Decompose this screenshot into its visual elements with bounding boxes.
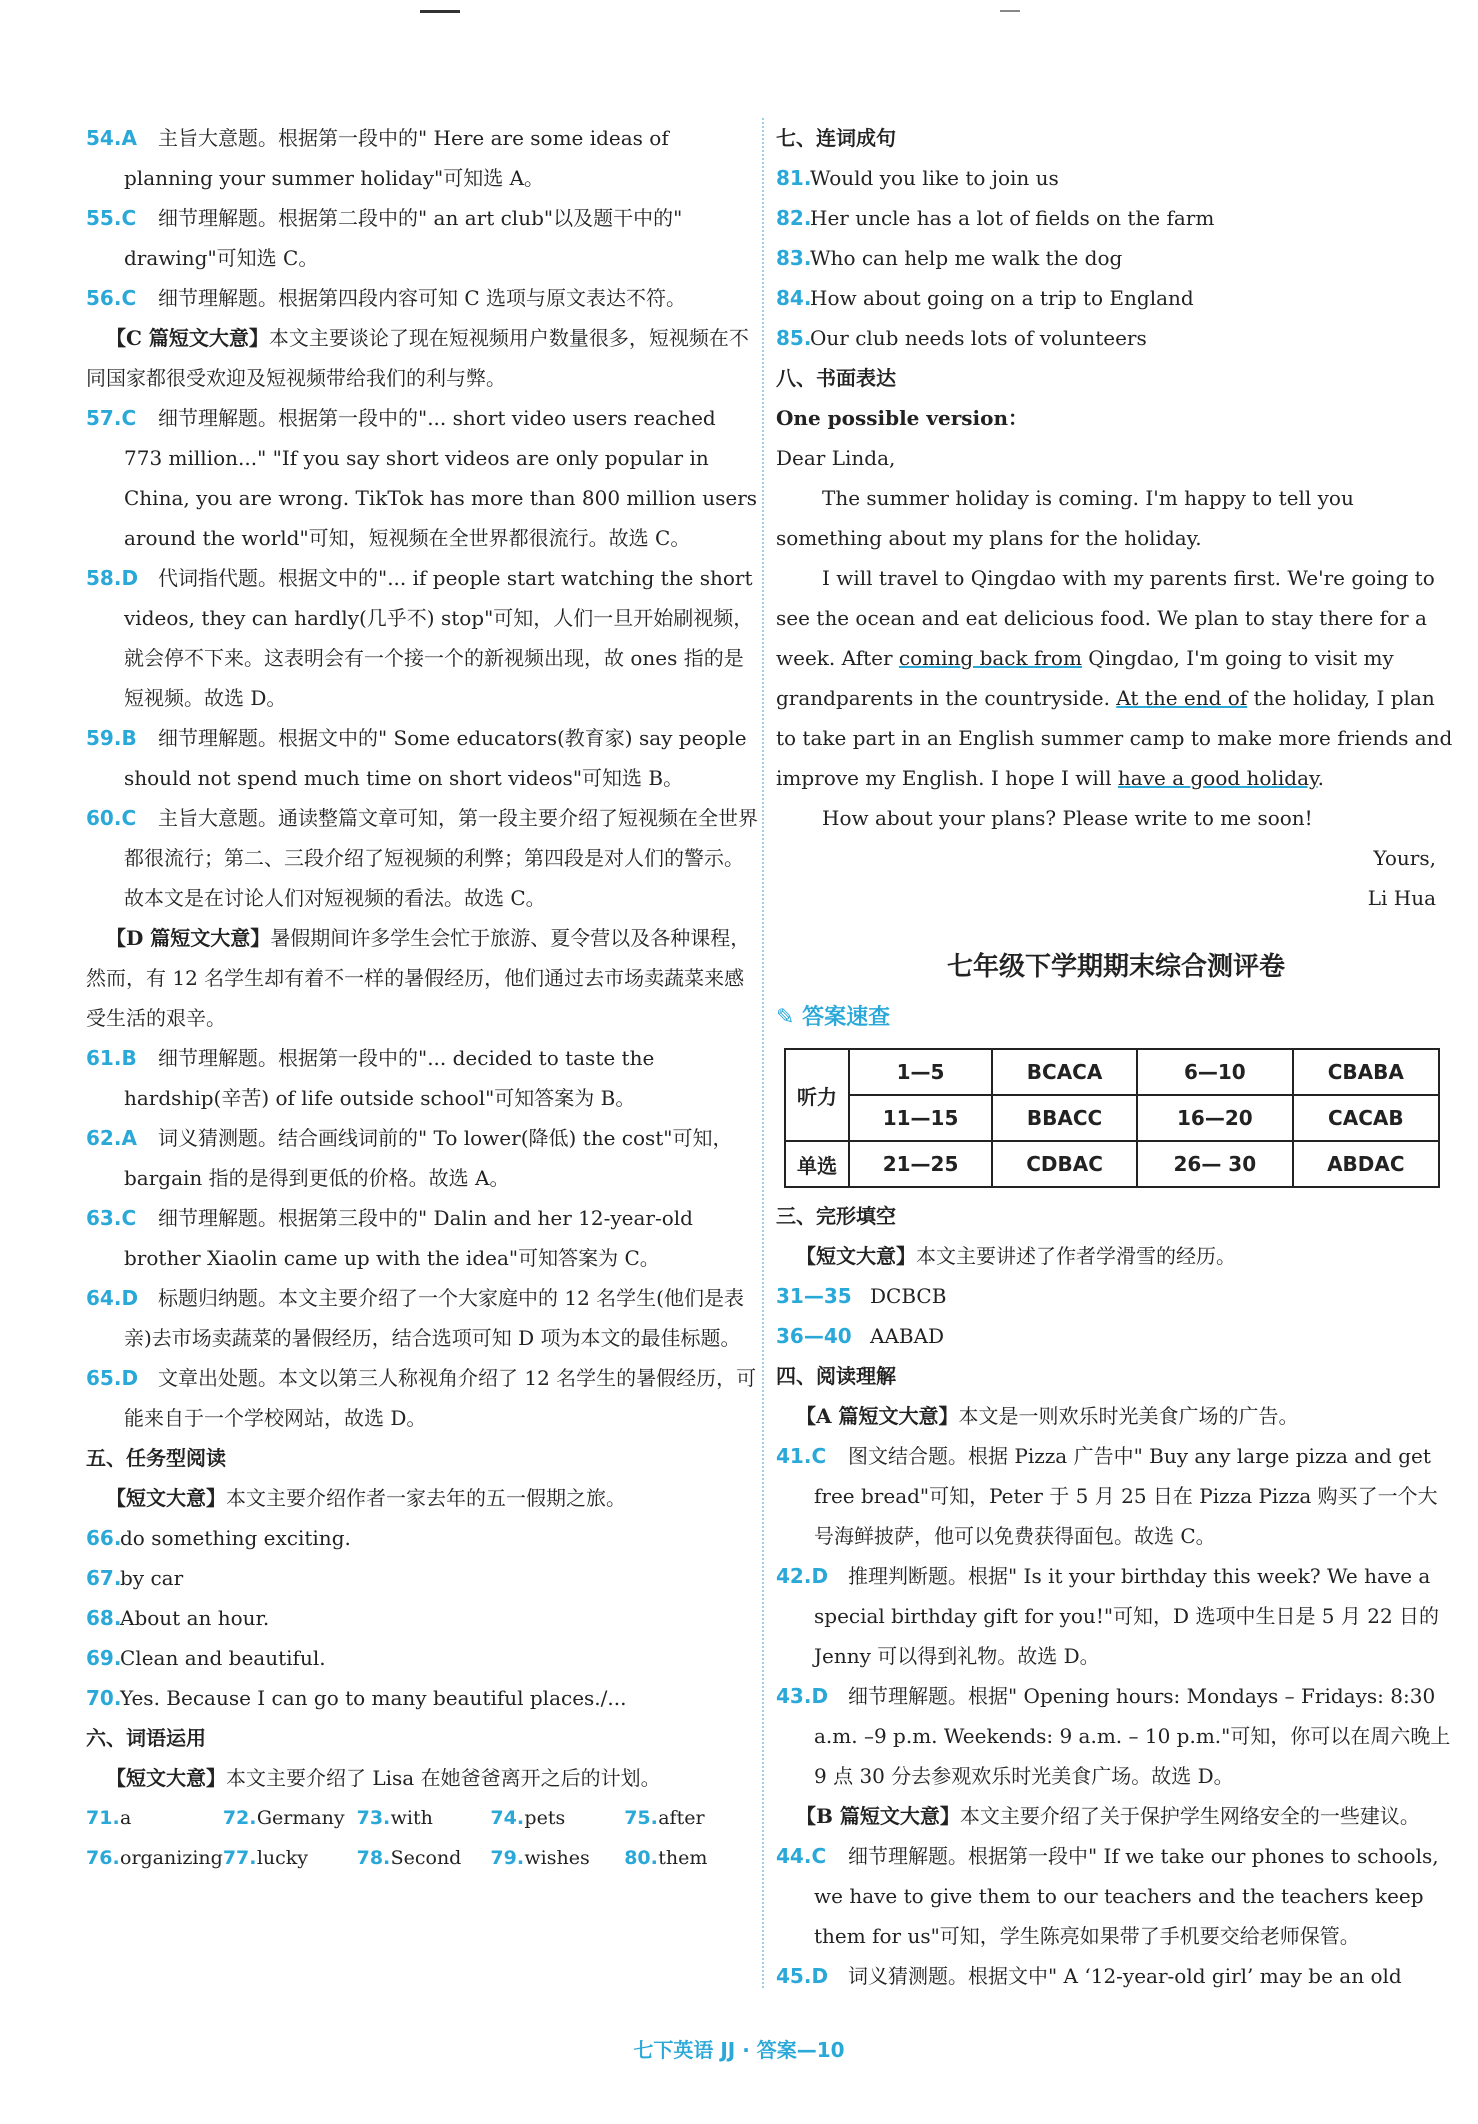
item-answer: A	[121, 126, 137, 150]
item-number: 80.	[624, 1847, 658, 1869]
answer-item-70	[86, 1678, 758, 1718]
item-number: 56.	[86, 286, 122, 310]
answer-item-62	[86, 1118, 758, 1198]
answer-item-43	[776, 1676, 1456, 1796]
answers-a-group	[86, 118, 758, 318]
table-cell: CDBAC	[992, 1141, 1137, 1187]
table-row	[785, 1095, 1439, 1141]
item-text: pets	[524, 1807, 566, 1829]
exam-title: 七年级下学期期末综合测评卷	[946, 952, 1285, 982]
answer-item-78	[357, 1838, 491, 1878]
section-title-7: 七、连词成句	[776, 126, 896, 150]
answer-item-66	[86, 1518, 758, 1558]
answer-item-77	[223, 1838, 357, 1878]
item-text: 细节理解题。根据第一段中的"... short video users reached 773 million..." "If you say short videos are only popular in China, you are wrong. TikTok has more than 800 million users around the world"可知，短视频在全世界都很流行。故选 C。	[124, 406, 758, 550]
item-text: Our club needs lots of volunteers	[810, 326, 1147, 350]
item-number: 66.	[86, 1526, 122, 1550]
answer-item-63	[86, 1198, 758, 1278]
table-cell: BCACA	[992, 1049, 1137, 1095]
item-answer: D	[811, 1964, 829, 1988]
table-row	[785, 1049, 1439, 1095]
item-text: 标题归纳题。本文主要介绍了一个大家庭中的 12 名学生(他们是表亲)去市场卖蔬菜的暑假经历，结合选项可知 D 项为本文的最佳标题。	[124, 1286, 744, 1350]
item-number: 55.	[86, 206, 122, 230]
item-text: by car	[120, 1566, 184, 1590]
answer-item-71	[86, 1798, 223, 1838]
item-number: 44.	[776, 1844, 812, 1868]
summary-3	[776, 1236, 1456, 1276]
summary-tag: 【D 篇短文大意】	[106, 926, 271, 950]
table-cell: CBABA	[1293, 1049, 1439, 1095]
item-text: 细节理解题。根据第四段内容可知 C 选项与原文表达不符。	[158, 286, 687, 310]
summary-text: 本文主要讲述了作者学滑雪的经历。	[916, 1244, 1236, 1268]
item-number: 75.	[624, 1807, 658, 1829]
item-number: 67.	[86, 1566, 122, 1590]
item-text: 推理判断题。根据" Is it your birthday this week? We have a special birthday gift for you!"可知，D 选项中生日是 5 月 22 日的 Jenny 可以得到礼物。故选 D。	[814, 1564, 1440, 1668]
item-text: DCBCB	[870, 1284, 947, 1308]
row-label-listening: 听力	[785, 1049, 849, 1141]
row-label-choice: 单选	[785, 1141, 849, 1187]
answer-item-41	[776, 1436, 1456, 1556]
summary-text: 本文是一则欢乐时光美食广场的广告。	[958, 1404, 1299, 1428]
letter-text: the holiday, I plan to take part in an English summer camp to make more friends and improve my English. I hope I will	[776, 686, 1453, 790]
answer-item-42	[776, 1556, 1456, 1676]
item-answer: C	[121, 1206, 137, 1230]
answer-table	[784, 1048, 1440, 1188]
item-text: 细节理解题。根据第一段中" If we take our phones to schools, we have to give them to our teachers and the teachers keep them for us"可知，学生陈亮如果带了手机要交给老师保管。	[814, 1844, 1439, 1948]
summary-b	[776, 1796, 1456, 1836]
item-text: organizing	[120, 1847, 223, 1869]
answer-item-81	[776, 158, 1456, 198]
item-text: lucky	[256, 1847, 309, 1869]
answer-item-44	[776, 1836, 1456, 1956]
version-label: One possible version：	[776, 406, 1028, 430]
item-text: 代词指代题。根据文中的"... if people start watching the short videos, they can hardly(几乎不) stop"可知，人们一旦开始刷视频，就会停不下来。这表明会有一个接一个的新视频出现，故 ones 指的是短视频。故选 D。	[124, 566, 754, 710]
answer-item-69	[86, 1638, 758, 1678]
summary-tag: 【短文大意】	[106, 1486, 226, 1510]
section-title-5: 五、任务型阅读	[86, 1446, 226, 1470]
item-answer: A	[121, 1126, 137, 1150]
item-number: 63.	[86, 1206, 122, 1230]
answer-item-64	[86, 1278, 758, 1358]
table-cell: ABDAC	[1293, 1141, 1439, 1187]
item-number: 61.	[86, 1046, 122, 1070]
section-title-6: 六、词语运用	[86, 1726, 206, 1750]
cloze-answers-36-40	[776, 1316, 1456, 1356]
table-cell: BBACC	[992, 1095, 1137, 1141]
item-text: a	[120, 1807, 132, 1829]
cloze-answers-31-35	[776, 1276, 1456, 1316]
item-number: 59.	[86, 726, 122, 750]
item-number: 77.	[222, 1847, 257, 1869]
item-number: 74.	[490, 1807, 525, 1829]
item-answer: C	[121, 806, 137, 830]
right-column	[776, 118, 1456, 1996]
summary-d	[86, 918, 758, 1038]
item-number: 60.	[86, 806, 122, 830]
top-mark	[420, 10, 460, 13]
item-number: 78.	[356, 1847, 391, 1869]
item-text: wishes	[524, 1847, 590, 1869]
item-number: 81.	[776, 166, 812, 190]
summary-tag: 【B 篇短文大意】	[796, 1804, 960, 1828]
answer-item-76	[86, 1838, 223, 1878]
item-text: 主旨大意题。根据第一段中的" Here are some ideas of planning your summer holiday"可知选 A。	[124, 126, 669, 190]
letter-text: .	[1317, 766, 1324, 790]
table-cell: 1—5	[849, 1049, 992, 1095]
item-text: 词义猜测题。根据文中" A ‘12-year-old girl’ may be an old	[848, 1964, 1402, 1988]
item-number: 83.	[776, 246, 812, 270]
summary-6	[86, 1758, 758, 1798]
item-text: 细节理解题。根据第三段中的" Dalin and her 12-year-old brother Xiaolin came up with the idea"可知答案为 C。	[124, 1206, 693, 1270]
item-number: 82.	[776, 206, 812, 230]
summary-text: 本文主要谈论了现在短视频用户数量很多，短视频在不同国家都很受欢迎及短视频带给我们的利与弊。	[86, 326, 749, 390]
summary-text: 本文主要介绍作者一家去年的五一假期之旅。	[226, 1486, 626, 1510]
item-answer: D	[811, 1684, 829, 1708]
item-text: About an hour.	[120, 1606, 270, 1630]
item-number: 76.	[86, 1847, 120, 1869]
letter-greeting: Dear Linda,	[776, 446, 896, 470]
underlined-phrase: have a good holiday	[1117, 766, 1318, 790]
top-mark	[1000, 10, 1020, 12]
item-text: do something exciting.	[120, 1526, 351, 1550]
item-text: 细节理解题。根据第一段中的"... decided to taste the hardship(辛苦) of life outside school"可知答案为 B。	[124, 1046, 655, 1110]
answer-item-57	[86, 398, 758, 558]
item-text: 细节理解题。根据文中的" Some educators(教育家) say people should not spend much time on short videos"可知选 B。	[124, 726, 747, 790]
answer-item-54	[86, 118, 758, 198]
item-text: 文章出处题。本文以第三人称视角介绍了 12 名学生的暑假经历，可能来自于一个学校网站，故选 D。	[124, 1366, 757, 1430]
answer-item-59	[86, 718, 758, 798]
answer-item-80	[624, 1838, 758, 1878]
answer-item-56	[86, 278, 758, 318]
answer-item-72	[223, 1798, 357, 1838]
answer-item-60	[86, 798, 758, 918]
left-column	[86, 118, 758, 1878]
table-cell: CACAB	[1293, 1095, 1439, 1141]
summary-tag: 【C 篇短文大意】	[106, 326, 269, 350]
item-answer: D	[121, 1286, 139, 1310]
summary-tag: 【短文大意】	[796, 1244, 916, 1268]
letter-signature: Li Hua	[1367, 886, 1436, 910]
item-number: 71.	[86, 1807, 120, 1829]
answer-item-82	[776, 198, 1456, 238]
answer-item-68	[86, 1598, 758, 1638]
table-cell: 21—25	[849, 1141, 992, 1187]
item-text: 主旨大意题。通读整篇文章可知，第一段主要介绍了短视频在全世界都很流行；第二、三段介绍了短视频的利弊；第四段是对人们的警示。故本文是在讨论人们对短视频的看法。故选 C。	[124, 806, 758, 910]
item-answer: C	[121, 286, 137, 310]
answer-item-45	[776, 1956, 1456, 1996]
summary-text: 本文主要介绍了关于保护学生网络安全的一些建议。	[959, 1804, 1420, 1828]
item-number: 43.	[776, 1684, 812, 1708]
answer-item-84	[776, 278, 1456, 318]
letter-paragraph-2	[776, 558, 1456, 798]
table-cell: 26— 30	[1137, 1141, 1293, 1187]
answer-item-74	[490, 1798, 624, 1838]
item-number: 65.	[86, 1366, 122, 1390]
answer-item-85	[776, 318, 1456, 358]
item-number: 79.	[490, 1847, 525, 1869]
item-text: Clean and beautiful.	[120, 1646, 326, 1670]
answer-item-67	[86, 1558, 758, 1598]
item-text: Would you like to join us	[810, 166, 1059, 190]
item-answer: B	[121, 726, 137, 750]
item-number: 36—40	[776, 1324, 852, 1348]
item-answer: D	[121, 1366, 139, 1390]
summary-c	[86, 318, 758, 398]
item-number: 45.	[776, 1964, 812, 1988]
section-title-3: 三、完形填空	[776, 1204, 896, 1228]
underlined-phrase: coming back from	[898, 646, 1082, 670]
letter-paragraph-1: The summer holiday is coming. I'm happy to tell you something about my plans for the holiday.	[776, 486, 1354, 550]
letter-closing: Yours,	[1373, 846, 1436, 870]
item-number: 62.	[86, 1126, 122, 1150]
item-text: AABAD	[870, 1324, 945, 1348]
answer-item-73	[357, 1798, 491, 1838]
item-number: 54.	[86, 126, 122, 150]
answer-item-65	[86, 1358, 758, 1438]
item-number: 70.	[86, 1686, 122, 1710]
item-number: 57.	[86, 406, 122, 430]
letter-paragraph-3: How about your plans? Please write to me soon!	[822, 806, 1313, 830]
item-text: Her uncle has a lot of fields on the farm	[810, 206, 1215, 230]
item-number: 69.	[86, 1646, 122, 1670]
underlined-phrase: At the end of	[1116, 686, 1248, 710]
letter-text: I will travel to Qingdao with my parents first. We're going to see the ocean and eat delicious food. We plan to stay there for a week. After	[776, 566, 1435, 670]
table-cell: 6—10	[1137, 1049, 1293, 1095]
item-number: 42.	[776, 1564, 812, 1588]
answer-item-58	[86, 558, 758, 718]
item-number: 73.	[356, 1807, 391, 1829]
item-text: 图文结合题。根据 Pizza 广告中" Buy any large pizza and get free bread"可知，Peter 于 5 月 25 日在 Pizza Pizza 购买了一个大号海鲜披萨，他可以免费获得面包。故选 C。	[814, 1444, 1438, 1548]
item-text: 细节理解题。根据" Opening hours: Mondays – Fridays: 8:30 a.m. –9 p.m. Weekends: 9 a.m. – 10 p.m."可知，你可以在周六晚上 9 点 30 分去参观欢乐时光美食广场。故选 D。	[814, 1684, 1451, 1788]
summary-5	[86, 1478, 758, 1518]
item-number: 72.	[222, 1807, 257, 1829]
summary-text: 本文主要介绍了 Lisa 在她爸爸离开之后的计划。	[226, 1766, 661, 1790]
answer-item-75	[624, 1798, 758, 1838]
quick-answers-label: 答案速查	[802, 1005, 891, 1030]
item-answer: D	[121, 566, 139, 590]
letter-text: Qingdao, I'm going to visit my grandparents in the countryside.	[776, 646, 1394, 710]
item-text: Germany	[256, 1807, 345, 1829]
answer-item-61	[86, 1038, 758, 1118]
summary-tag: 【短文大意】	[106, 1766, 226, 1790]
item-number: 84.	[776, 286, 812, 310]
answer-item-79	[490, 1838, 624, 1878]
item-answer: C	[811, 1844, 827, 1868]
item-answer: D	[811, 1564, 829, 1588]
pencil-icon: ✎	[776, 1005, 795, 1030]
summary-text: 暑假期间许多学生会忙于旅游、夏令营以及各种课程，然而，有 12 名学生却有着不一样的暑假经历，他们通过去市场卖蔬菜来感受生活的艰辛。	[86, 926, 751, 1030]
item-text: Yes. Because I can go to many beautiful places./...	[120, 1686, 627, 1710]
answer-item-55	[86, 198, 758, 278]
item-number: 68.	[86, 1606, 122, 1630]
item-number: 64.	[86, 1286, 122, 1310]
summary-a	[776, 1396, 1456, 1436]
table-cell: 11—15	[849, 1095, 992, 1141]
item-answer: C	[121, 206, 137, 230]
item-number: 85.	[776, 326, 812, 350]
item-answer: B	[121, 1046, 137, 1070]
item-text: How about going on a trip to England	[810, 286, 1194, 310]
section-title-4: 四、阅读理解	[776, 1364, 896, 1388]
item-number: 58.	[86, 566, 122, 590]
item-answer: C	[121, 406, 137, 430]
item-text: after	[658, 1807, 705, 1829]
item-answer: C	[811, 1444, 827, 1468]
item-text: with	[390, 1807, 433, 1829]
item-text: 细节理解题。根据第二段中的" an art club"以及题干中的" drawing"可知选 C。	[124, 206, 683, 270]
answer-item-83	[776, 238, 1456, 278]
word-use-answers	[86, 1798, 758, 1878]
summary-tag: 【A 篇短文大意】	[796, 1404, 959, 1428]
item-text: 词义猜测题。结合画线词前的" To lower(降低) the cost"可知，bargain 指的是得到更低的价格。故选 A。	[124, 1126, 733, 1190]
table-cell: 16—20	[1137, 1095, 1293, 1141]
page-footer: 七下英语 JJ · 答案—10	[633, 2038, 845, 2062]
item-text: Second	[390, 1847, 462, 1869]
item-number: 41.	[776, 1444, 812, 1468]
quick-answers-heading	[776, 998, 1456, 1038]
item-number: 31—35	[776, 1284, 852, 1308]
item-text: them	[658, 1847, 708, 1869]
column-divider	[762, 118, 764, 1988]
section-title-8: 八、书面表达	[776, 366, 896, 390]
item-text: Who can help me walk the dog	[810, 246, 1123, 270]
table-row	[785, 1141, 1439, 1187]
